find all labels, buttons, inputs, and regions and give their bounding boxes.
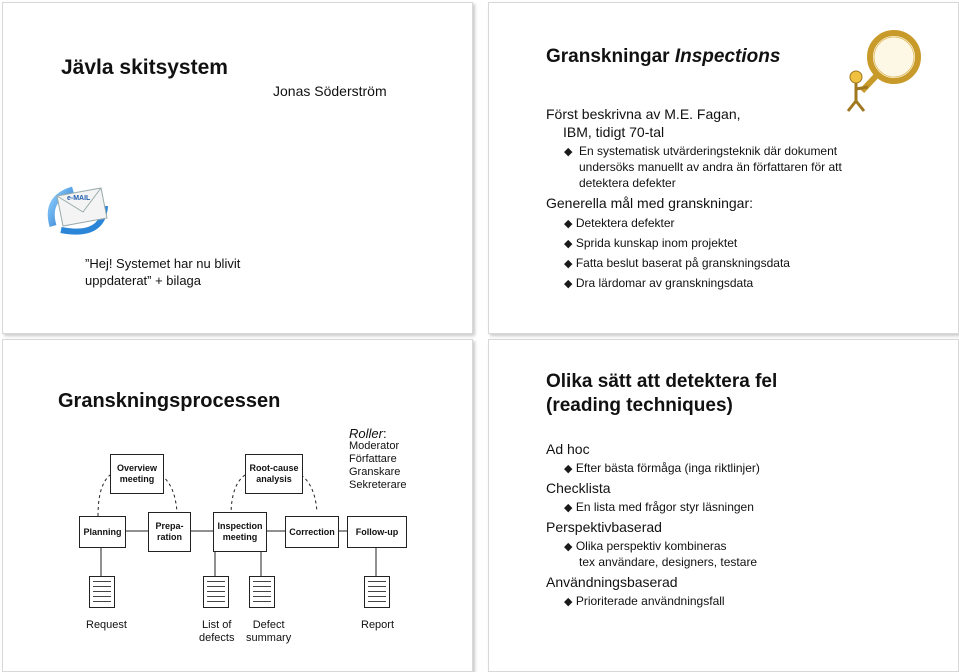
diamond-bullet-icon: ◆ [564, 258, 573, 270]
diamond-bullet-icon: ◆ [564, 502, 573, 514]
intro-line-1: Först beskrivna av M.E. Fagan, [546, 106, 741, 122]
slide-title [546, 370, 777, 418]
email-icon [43, 178, 113, 240]
follow-up-box: Follow-up [347, 516, 407, 548]
root-cause-analysis-box: Root-cause analysis [245, 454, 303, 494]
bullet-continuation: tex användare, designers, testare [579, 555, 758, 569]
list-item [564, 461, 760, 475]
technique-ad-hoc: Ad hoc [546, 441, 590, 457]
preparation-line-1: Prepa- [155, 521, 184, 531]
request-label: Request [86, 619, 127, 631]
inspection-meeting-box: Inspection meeting [213, 512, 267, 552]
title-part-b: Inspections [674, 46, 781, 67]
defect-summary-label [246, 619, 291, 645]
list-item [564, 274, 790, 294]
diamond-bullet-icon: ◆ [564, 238, 573, 250]
report-label: Report [361, 619, 395, 631]
note-line-1: ”Hej! Systemet har nu blivit [85, 256, 241, 271]
list-item [564, 594, 725, 608]
slide-title: Granskningsprocessen [58, 390, 281, 412]
technique-perspective: Perspektivbaserad [546, 519, 662, 535]
diamond-bullet-icon: ◆ [564, 541, 573, 553]
title-line-1: Olika sätt att detektera fel [546, 371, 778, 392]
magnifier-figure-icon [834, 25, 929, 115]
list-item [564, 214, 790, 234]
roles-heading-text: Roller [349, 426, 383, 441]
planning-box: Planning [79, 516, 126, 548]
bullet-text: Olika perspektiv kombineras [575, 539, 727, 553]
note-line-2: uppdaterat” + bilaga [85, 273, 202, 288]
role-item: Författare [349, 453, 397, 465]
list-of-defects-label [199, 619, 234, 645]
diamond-bullet-icon: ◆ [564, 218, 573, 230]
diamond-bullet-icon: ◆ [564, 278, 573, 290]
bullet-1-line-1: En systematisk utvärderingsteknik där dokument [579, 144, 838, 158]
slide-2 [488, 2, 959, 334]
list-item [564, 500, 754, 514]
email-icon-label: e-MAIL [67, 195, 91, 202]
technique-checklist: Checklista [546, 480, 611, 496]
document-icon [203, 576, 229, 608]
roles-heading-colon: : [382, 426, 387, 441]
defect-summary-line-2: summary [246, 632, 292, 644]
slide-title: Jävla skitsystem [61, 56, 228, 79]
bullet-text: Prioriterade användningsfall [575, 594, 725, 608]
list-of-defects-line-1: List of [202, 619, 232, 631]
goal-text: Dra lärdomar av granskningsdata [575, 276, 754, 290]
list-item [564, 539, 727, 553]
document-icon [89, 576, 115, 608]
overview-meeting-box: Overview meeting [110, 454, 164, 494]
title-part-a: Granskningar [546, 46, 670, 67]
diamond-bullet-icon: ◆ [564, 146, 573, 158]
diamond-bullet-icon: ◆ [564, 463, 573, 475]
slide-1 [2, 2, 473, 334]
document-icon [364, 576, 390, 608]
roles-block [349, 427, 406, 492]
bullet-text: Efter bästa förmåga (inga riktlinjer) [575, 461, 760, 475]
technique-usage: Användningsbaserad [546, 574, 678, 590]
bullet-1 [579, 143, 842, 191]
correction-box: Correction [285, 516, 339, 548]
list-item [564, 234, 790, 254]
intro-line-2: IBM, tidigt 70-tal [563, 124, 665, 140]
goal-text: Fatta beslut baserat på granskningsdata [575, 256, 790, 270]
diamond-bullet-icon: ◆ [564, 596, 573, 608]
defect-summary-line-1: Defect [252, 619, 285, 631]
bullet-1-line-2: undersöks manuellt av andra än författaren för att [579, 160, 842, 174]
preparation-line-2: ration [156, 532, 182, 542]
slide-4 [488, 339, 959, 672]
roles-heading [349, 427, 406, 440]
author: Jonas Söderström [273, 83, 387, 99]
process-connectors [3, 340, 472, 671]
list-item [564, 254, 790, 274]
goal-text: Detektera defekter [575, 216, 675, 230]
title-line-2: (reading techniques) [546, 395, 733, 416]
preparation-box [148, 512, 191, 552]
goals-heading: Generella mål med granskningar: [546, 195, 753, 211]
role-item: Moderator [349, 440, 400, 452]
role-item: Sekreterare [349, 479, 407, 491]
slide-title [546, 46, 780, 68]
list-of-defects-line-2: defects [199, 632, 235, 644]
goal-text: Sprida kunskap inom projektet [575, 236, 738, 250]
document-icon [249, 576, 275, 608]
bullet-1-line-3: detektera defekter [579, 176, 676, 190]
bullet-text: En lista med frågor styr läsningen [575, 500, 754, 514]
goals-list [564, 214, 790, 294]
role-item: Granskare [349, 466, 401, 478]
slide-3 [2, 339, 473, 672]
